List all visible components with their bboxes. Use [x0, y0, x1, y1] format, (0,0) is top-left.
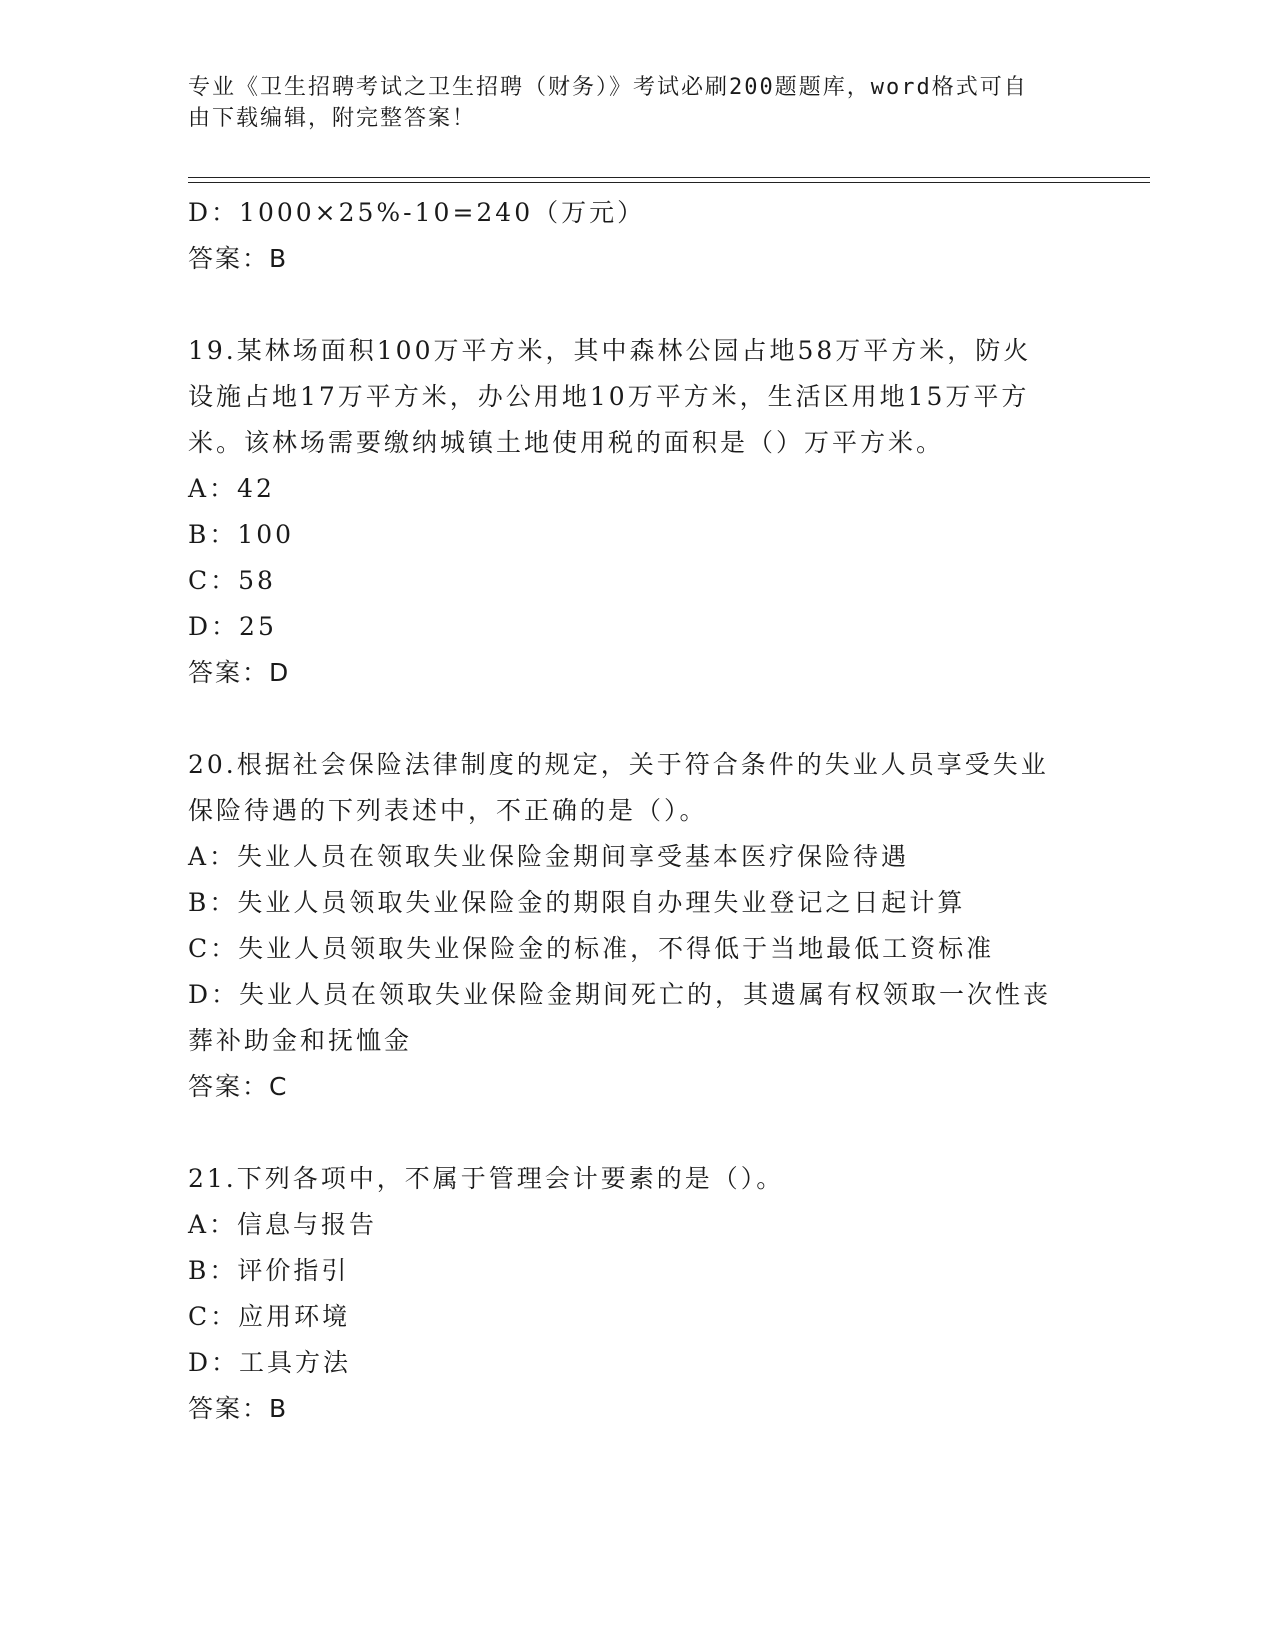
- option-a: A：42: [188, 474, 275, 503]
- option-b: B：100: [188, 520, 295, 549]
- spacer: [188, 696, 1088, 742]
- prev-question-tail: [188, 190, 1088, 282]
- spacer: [188, 1110, 1088, 1156]
- header-divider-bottom: [188, 182, 1150, 183]
- spacer: [188, 282, 1088, 328]
- question-stem-line: 米。该林场需要缴纳城镇土地使用税的面积是（）万平方米。: [188, 428, 945, 457]
- header-divider-top: [188, 177, 1150, 178]
- question-stem-line: 20.根据社会保险法律制度的规定，关于符合条件的失业人员享受失业: [188, 750, 1049, 779]
- option-c: C：应用环境: [188, 1302, 351, 1331]
- question-19: [188, 328, 1088, 696]
- option-d: D：失业人员在领取失业保险金期间死亡的，其遗属有权领取一次性丧: [188, 980, 1052, 1009]
- option-c: C：58: [188, 566, 276, 595]
- question-stem-line: 21.下列各项中，不属于管理会计要素的是（）。: [188, 1164, 785, 1193]
- option-b: B：失业人员领取失业保险金的期限自办理失业登记之日起计算: [188, 888, 966, 917]
- option-d-continued: 葬补助金和抚恤金: [188, 1026, 413, 1055]
- question-stem-line: 19.某林场面积100万平方米，其中森林公园占地58万平方米，防火: [188, 336, 1032, 365]
- option-d: D：1000×25%-10=240（万元）: [188, 198, 646, 227]
- option-b: B：评价指引: [188, 1256, 350, 1285]
- question-stem-line: 设施占地17万平方米，办公用地10万平方米，生活区用地15万平方: [188, 382, 1030, 411]
- question-stem-line: 保险待遇的下列表述中，不正确的是（）。: [188, 796, 708, 825]
- option-d: D：工具方法: [188, 1348, 352, 1377]
- question-content: [188, 190, 1088, 1432]
- answer-line: 答案：C: [188, 1072, 289, 1101]
- answer-line: 答案：B: [188, 1394, 289, 1423]
- page-header: [188, 72, 1068, 134]
- question-20: [188, 742, 1088, 1110]
- option-d: D：25: [188, 612, 277, 641]
- question-21: [188, 1156, 1088, 1432]
- header-line-1: 专业《卫生招聘考试之卫生招聘（财务）》考试必刷200题题库，word格式可自: [188, 75, 1028, 100]
- header-line-2: 由下载编辑，附完整答案！: [188, 106, 477, 131]
- option-c: C：失业人员领取失业保险金的标准，不得低于当地最低工资标准: [188, 934, 995, 963]
- answer-line: 答案：D: [188, 658, 291, 687]
- option-a: A：信息与报告: [188, 1210, 378, 1239]
- option-a: A：失业人员在领取失业保险金期间享受基本医疗保险待遇: [188, 842, 910, 871]
- answer-line: 答案：B: [188, 244, 289, 273]
